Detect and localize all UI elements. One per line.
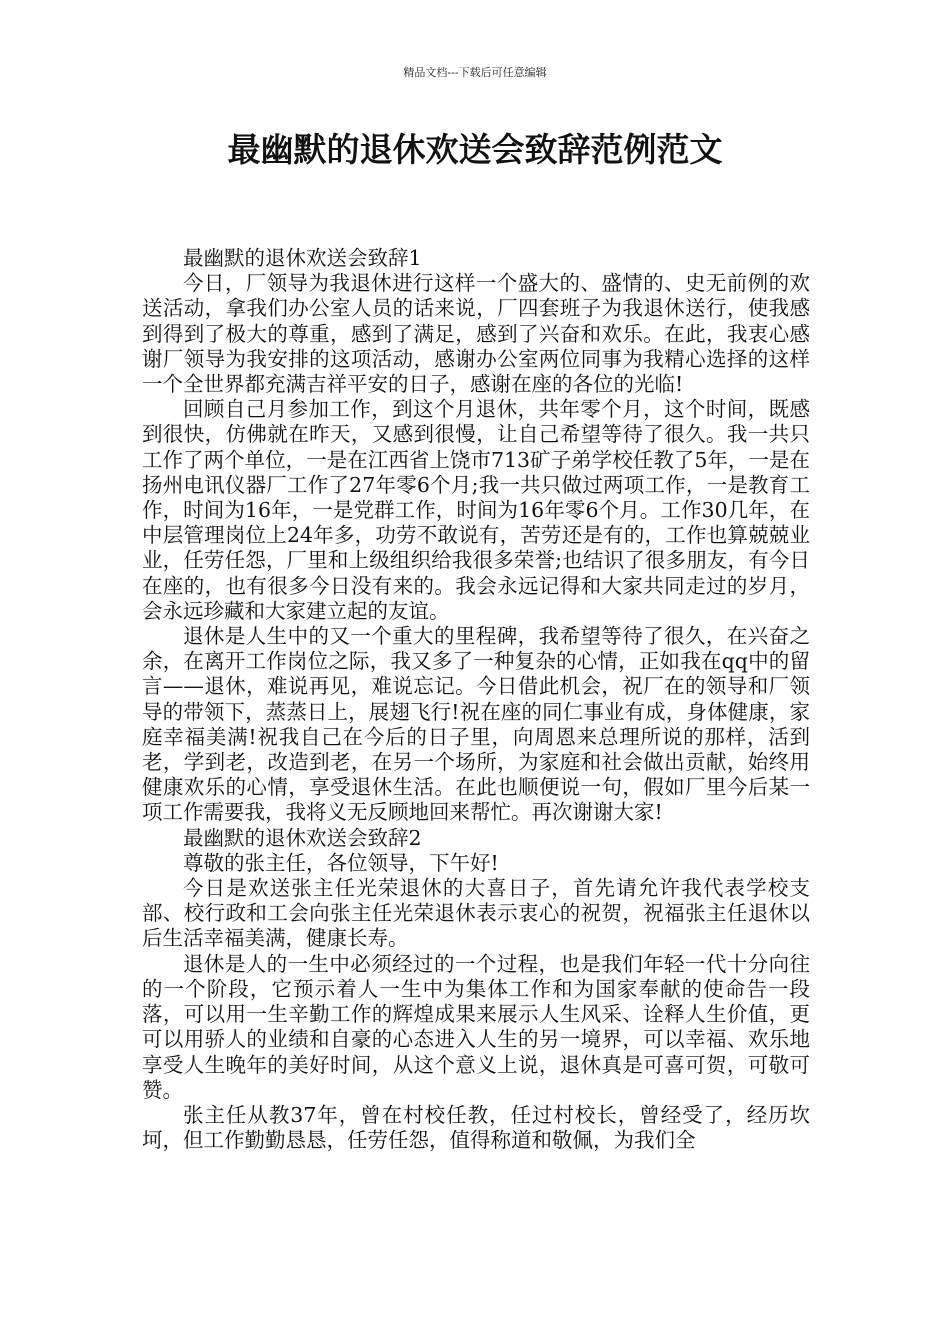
document-body bbox=[142, 246, 810, 1153]
paragraph: 张主任从教37年，曾在村校任教，任过村校长，曾经受了，经历坎坷，但工作勤勤恳恳，任劳任怨，值得称道和敬佩，为我们全 bbox=[142, 1102, 810, 1153]
paragraph: 今日是欢送张主任光荣退休的大喜日子，首先请允许我代表学校支部、校行政和工会向张主任光荣退休表示衷心的祝贺，祝福张主任退休以后生活幸福美满，健康长寿。 bbox=[142, 876, 810, 951]
salutation: 尊敬的张主任，各位领导，下午好! bbox=[183, 850, 499, 875]
document-title: 最幽默的退休欢送会致辞范例范文 bbox=[227, 130, 723, 169]
page-header-note: 精品文档---下载后可任意编辑 bbox=[403, 66, 547, 79]
section-heading-1: 最幽默的退休欢送会致辞1 bbox=[183, 246, 422, 270]
paragraph: 退休是人生中的又一个重大的里程碑，我希望等待了很久，在兴奋之余，在离开工作岗位之际，我又多了一种复杂的心情，正如我在qq中的留言——退休，难说再见，难说忘记。今日借此机会，祝厂在的领导和厂领导的带领下，蒸蒸日上，展翅飞行!祝在座的同仁事业有成，身体健康，家庭幸福美满!祝我自己在今后的日子里，向周恩来总理所说的那样，活到老，学到老，改造到老，在另一个场所，为家庭和社会做出贡献，始终用健康欢乐的心情，享受退休生活。在此也顺便说一句，假如厂里今后某一项工作需要我，我将义无反顾地回来帮忙。再次谢谢大家! bbox=[142, 624, 810, 825]
section-heading-2: 最幽默的退休欢送会致辞2 bbox=[183, 825, 422, 850]
paragraph: 退休是人的一生中必须经过的一个过程，也是我们年轻一代十分向往的一个阶段，它预示着人一生中为集体工作和为国家奉献的使命告一段落，可以用一生辛勤工作的辉煌成果来展示人生风采、诠释人生价值，更可以用骄人的业绩和自豪的心态进入人生的另一境界，可以幸福、欢乐地享受人生晚年的美好时间，从这个意义上说，退休真是可喜可贺，可敬可赞。 bbox=[142, 951, 810, 1102]
paragraph: 回顾自己月参加工作，到这个月退休，共年零个月，这个时间，既感到很快，仿佛就在昨天，又感到很慢，让自己希望等待了很久。我一共只工作了两个单位，一是在江西省上饶市713矿子弟学校任教了5年，一是在扬州电讯仪器厂工作了27年零6个月;我一共只做过两项工作，一是教育工作，时间为16年，一是党群工作，时间为16年零6个月。工作30几年，在中层管理岗位上24年多，功劳不敢说有，苦劳还是有的，工作也算兢兢业业，任劳任怨，厂里和上级组织给我很多荣誉;也结识了很多朋友，有今日在座的，也有很多今日没有来的。我会永远记得和大家共同走过的岁月，会永远珍藏和大家建立起的友谊。 bbox=[142, 397, 810, 623]
paragraph: 今日，厂领导为我退休进行这样一个盛大的、盛情的、史无前例的欢送活动，拿我们办公室人员的话来说，厂四套班子为我退休送行，使我感到得到了极大的尊重，感到了满足，感到了兴奋和欢乐。在此，我衷心感谢厂领导为我安排的这项活动，感谢办公室两位同事为我精心选择的这样一个全世界都充满吉祥平安的日子，感谢在座的各位的光临! bbox=[142, 271, 810, 397]
